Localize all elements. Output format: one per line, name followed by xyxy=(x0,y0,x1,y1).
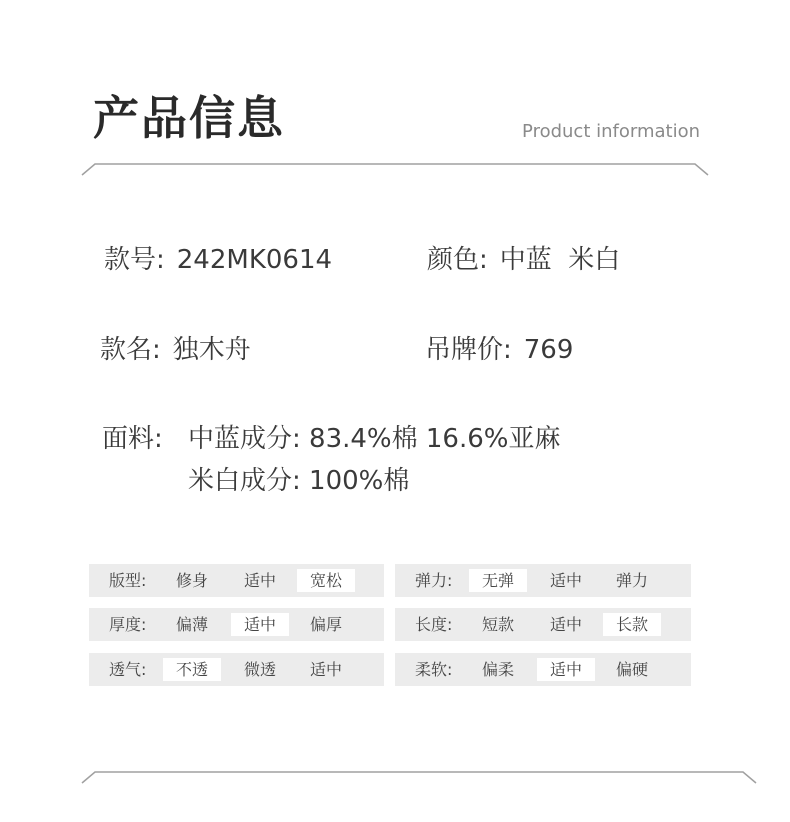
bottom-divider xyxy=(0,766,790,796)
attribute-label: 厚度: xyxy=(109,615,147,634)
attribute-option: 适中 xyxy=(549,615,582,634)
tag-price-line xyxy=(425,333,573,367)
attribute-row xyxy=(89,608,384,641)
page-subtitle: Product information xyxy=(522,121,700,142)
attribute-label: 弹力: xyxy=(415,571,453,590)
style-number-label: 款号: xyxy=(104,245,165,275)
attribute-label: 透气: xyxy=(109,660,147,679)
style-name-line xyxy=(100,333,251,367)
attribute-row xyxy=(395,653,691,686)
attribute-row xyxy=(89,564,384,597)
style-number-value: 242MK0614 xyxy=(176,245,333,275)
attribute-option: 偏硬 xyxy=(615,660,648,679)
style-name-label: 款名: xyxy=(100,335,161,365)
attribute-option: 短款 xyxy=(481,615,514,634)
attribute-option-selected: 无弹 xyxy=(469,569,527,592)
attribute-option: 适中 xyxy=(243,571,276,590)
page-title: 产品信息 xyxy=(93,91,285,145)
top-divider xyxy=(0,158,790,188)
attribute-label: 柔软: xyxy=(415,660,453,679)
fabric-line-1: 中蓝成分: 83.4%棉 16.6%亚麻 xyxy=(188,424,561,454)
attribute-option: 修身 xyxy=(175,571,208,590)
attribute-option: 弹力 xyxy=(615,571,648,590)
attribute-option: 微透 xyxy=(243,660,276,679)
attribute-label: 长度: xyxy=(415,615,453,634)
attribute-label: 版型: xyxy=(109,571,147,590)
attribute-option-selected: 适中 xyxy=(231,613,289,636)
color-label: 颜色: xyxy=(427,245,488,275)
attribute-row xyxy=(395,564,691,597)
tag-price-value: 769 xyxy=(523,335,574,365)
attribute-option-selected: 适中 xyxy=(537,658,595,681)
attribute-option-selected: 长款 xyxy=(603,613,661,636)
attribute-option-selected: 宽松 xyxy=(297,569,355,592)
attribute-option: 适中 xyxy=(309,660,342,679)
attribute-option: 偏柔 xyxy=(481,660,514,679)
attribute-option: 偏薄 xyxy=(175,615,208,634)
style-number-line xyxy=(104,243,332,277)
attribute-row xyxy=(89,653,384,686)
color-value: 中蓝 米白 xyxy=(499,245,621,275)
attribute-option: 偏厚 xyxy=(309,615,342,634)
style-name-value: 独木舟 xyxy=(172,335,251,365)
attribute-row xyxy=(395,608,691,641)
color-line xyxy=(427,243,620,277)
tag-price-label: 吊牌价: xyxy=(425,335,512,365)
attribute-option: 适中 xyxy=(549,571,582,590)
fabric-label: 面料: xyxy=(102,424,163,454)
attribute-option-selected: 不透 xyxy=(163,658,221,681)
fabric-line-2: 米白成分: 100%棉 xyxy=(188,466,410,496)
